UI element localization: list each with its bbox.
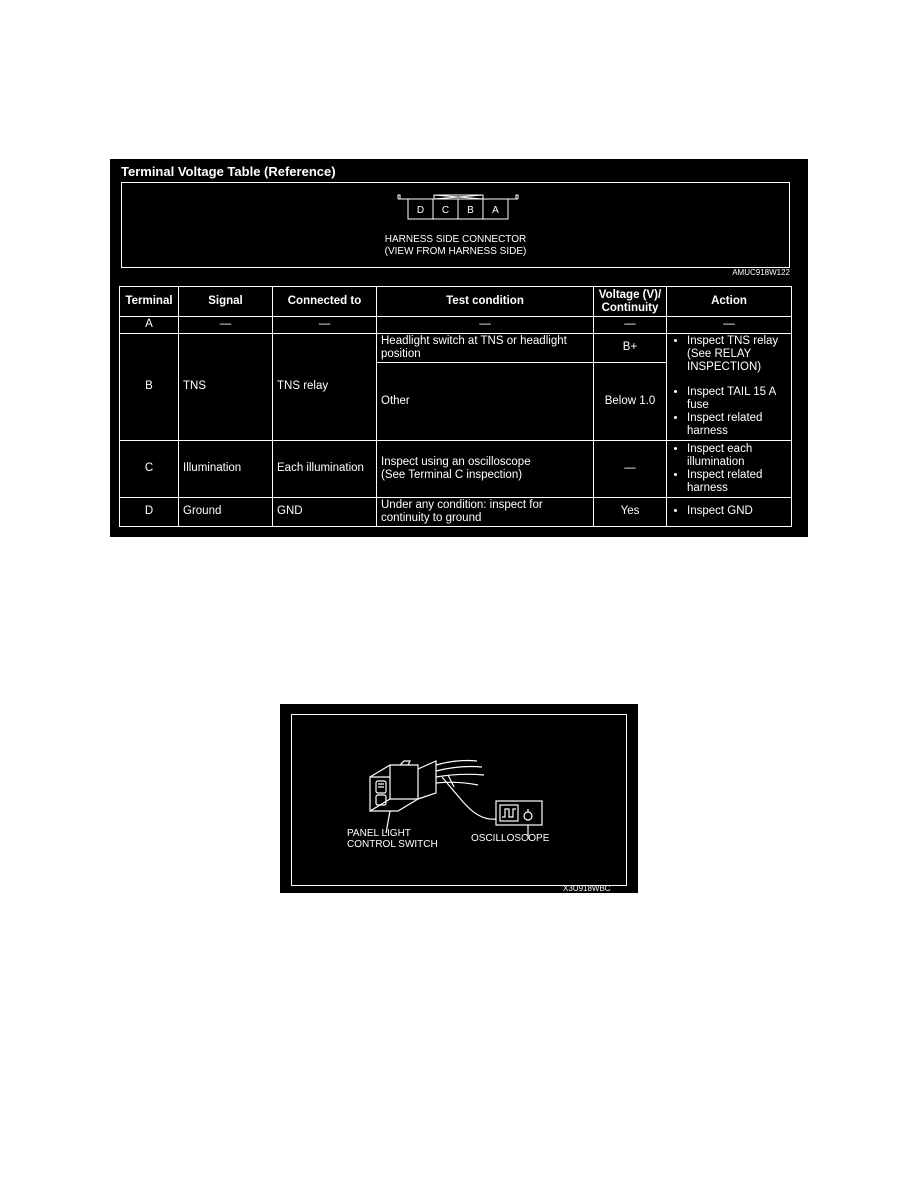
cell-terminal: C	[120, 440, 179, 497]
table-row	[120, 333, 792, 363]
harness-connector-icon	[396, 191, 520, 229]
table-header-row	[120, 287, 792, 317]
action-text: Inspect TNS relay	[687, 334, 779, 347]
header-voltage	[594, 287, 667, 317]
oscilloscope-label: OSCILLOSCOPE	[471, 833, 550, 844]
cell-action	[667, 440, 792, 497]
cell-signal: TNS	[179, 333, 273, 440]
cell-connected-to: GND	[273, 497, 377, 526]
cell-signal: —	[179, 317, 273, 333]
oscilloscope-figure	[280, 704, 638, 893]
pin-label: D	[416, 205, 425, 216]
connector-caption-line1: HARNESS SIDE CONNECTOR	[384, 234, 527, 245]
pin-label: B	[467, 205, 474, 216]
test-condition-line2: (See Terminal C inspection)	[381, 468, 523, 481]
cell-terminal: A	[120, 317, 179, 333]
cell-voltage: —	[594, 440, 667, 497]
table-row	[120, 440, 792, 497]
header-signal: Signal	[179, 287, 273, 317]
header-voltage-line1: Voltage (V)/	[598, 288, 662, 301]
header-terminal: Terminal	[120, 287, 179, 317]
action-item: • Inspect TAIL 15 A fuse	[687, 386, 787, 412]
figure-code: AMUC918W122	[732, 268, 790, 277]
connector-diagram	[121, 182, 790, 268]
action-note: (See RELAY	[687, 347, 752, 360]
action-item: • Inspect related harness	[687, 469, 787, 495]
cell-connected-to: TNS relay	[273, 333, 377, 440]
switch-label-line2: CONTROL SWITCH	[347, 839, 438, 850]
table-row	[120, 497, 792, 526]
figure-code: X3U918WBC	[563, 884, 611, 893]
switch-oscilloscope-illustration	[292, 715, 626, 885]
cell-test-condition: —	[377, 317, 594, 333]
cell-voltage: Below 1.0	[594, 363, 667, 441]
action-note: INSPECTION)	[687, 360, 762, 373]
action-item: • Inspect related harness	[687, 412, 787, 438]
cell-test-condition: Headlight switch at TNS or headlight position	[377, 333, 594, 363]
switch-label-line1: PANEL LIGHT	[347, 828, 411, 839]
cell-signal: Ground	[179, 497, 273, 526]
connector-caption-line2: (VIEW FROM HARNESS SIDE)	[384, 246, 527, 257]
action-item: • Inspect GND	[687, 505, 787, 518]
terminal-voltage-figure	[110, 159, 808, 537]
panel-light-switch-icon	[370, 761, 436, 811]
cell-voltage: —	[594, 317, 667, 333]
pin-label: C	[441, 205, 450, 216]
cell-terminal: B	[120, 333, 179, 440]
header-action: Action	[667, 287, 792, 317]
figure-title: Terminal Voltage Table (Reference)	[121, 164, 336, 179]
cell-voltage: Yes	[594, 497, 667, 526]
figure-frame	[291, 714, 627, 886]
cell-action	[667, 497, 792, 526]
cell-connected-to: —	[273, 317, 377, 333]
terminal-voltage-table	[119, 286, 792, 527]
header-connected-to: Connected to	[273, 287, 377, 317]
cell-action	[667, 333, 792, 440]
cell-test-condition: Other	[377, 363, 594, 441]
cell-test-condition	[377, 440, 594, 497]
action-item	[687, 335, 787, 374]
action-item: • Inspect each illumination	[687, 443, 787, 469]
cell-connected-to: Each illumination	[273, 440, 377, 497]
cell-terminal: D	[120, 497, 179, 526]
pin-label: A	[492, 205, 499, 216]
test-condition-line1: Inspect using an oscilloscope	[381, 455, 531, 468]
cell-test-condition: Under any condition: inspect for continuity to ground	[377, 497, 594, 526]
header-test-condition: Test condition	[377, 287, 594, 317]
cell-voltage: B+	[594, 333, 667, 363]
cell-action: —	[667, 317, 792, 333]
cell-signal: Illumination	[179, 440, 273, 497]
header-voltage-line2: Continuity	[601, 301, 659, 314]
table-row	[120, 317, 792, 333]
